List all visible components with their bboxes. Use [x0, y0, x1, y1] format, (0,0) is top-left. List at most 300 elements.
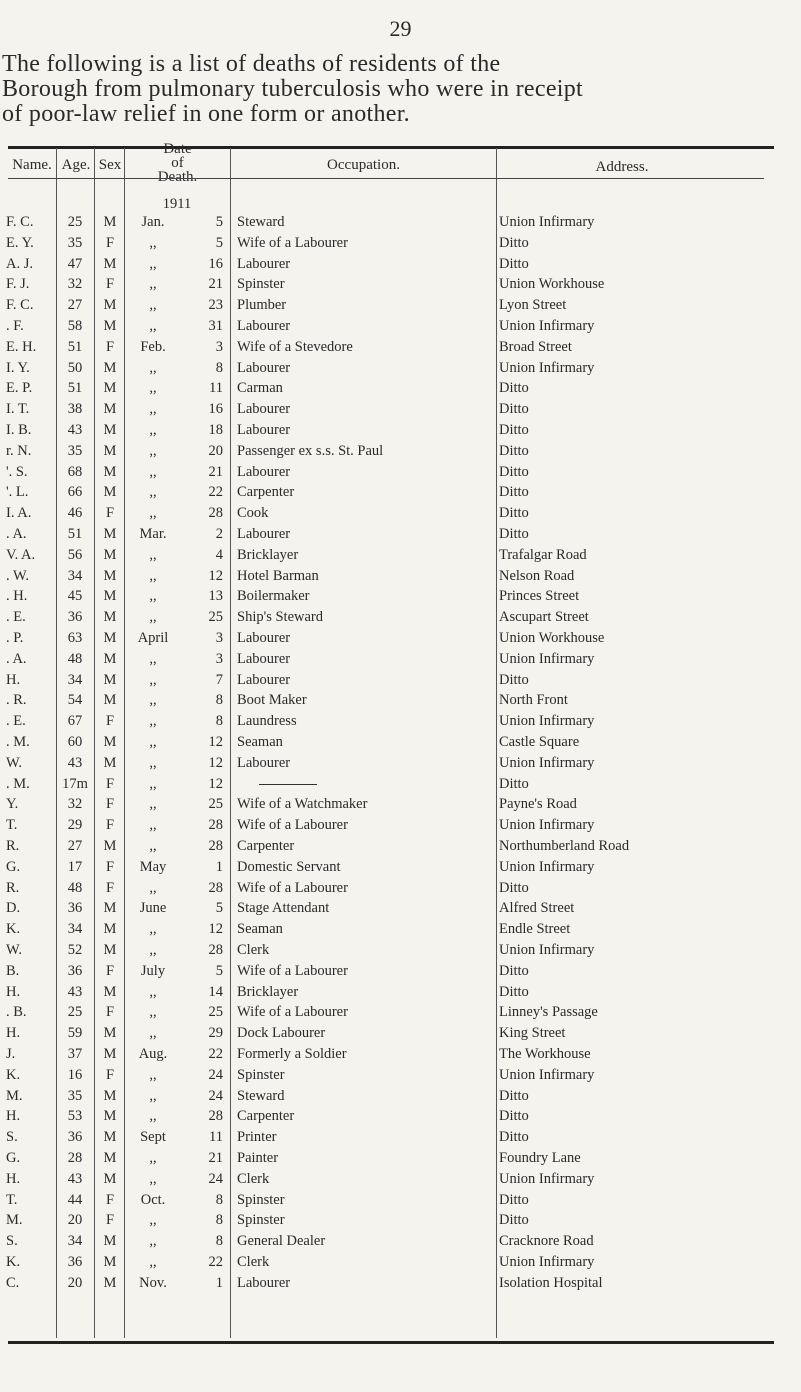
name-cell: F. J.: [6, 276, 30, 293]
table-row: [0, 713, 801, 733]
sex-cell: M: [103, 318, 117, 334]
address-cell: Payne's Road: [499, 796, 577, 813]
sex-cell: F: [105, 1066, 115, 1083]
address-cell: The Workhouse: [499, 1046, 591, 1062]
address-cell: Ditto: [499, 526, 529, 542]
intro-line: Borough from pulmonary tuberculosis who were in receipt: [2, 76, 584, 102]
table-row: [0, 880, 801, 900]
address-cell: Union Workhouse: [499, 276, 605, 293]
age-cell: 38: [67, 401, 83, 418]
year-label: 1911: [162, 196, 192, 212]
sex-cell: F: [105, 775, 115, 792]
age-cell: 17: [67, 858, 83, 875]
age-cell: 59: [67, 1025, 83, 1042]
intro-paragraph: [2, 52, 797, 127]
day-cell: 3: [215, 630, 223, 646]
name-cell: K.: [6, 1254, 21, 1270]
address-cell: Ditto: [499, 1087, 529, 1104]
sex-cell: F: [105, 858, 115, 875]
sex-cell: M: [103, 650, 117, 667]
sex-cell: M: [103, 214, 117, 230]
day-cell: 8: [215, 713, 223, 730]
intro-line: of poor-law relief in one form or another.: [2, 101, 410, 127]
table-row: [0, 1129, 801, 1149]
occupation-cell: Spinster: [237, 1212, 285, 1229]
table-row: [0, 921, 801, 941]
occupation-cell: Carpenter: [237, 1108, 295, 1125]
table-row: [0, 464, 801, 484]
header-date-line3: Death.: [157, 169, 198, 185]
name-cell: I. B.: [6, 422, 32, 438]
address-cell: Union Infirmary: [499, 1170, 595, 1187]
month-cell: ,,: [149, 401, 157, 418]
sex-cell: M: [103, 359, 117, 376]
name-cell: . H.: [6, 588, 28, 605]
sex-cell: F: [105, 879, 115, 896]
sex-cell: M: [103, 1025, 117, 1042]
age-cell: 29: [67, 817, 83, 834]
address-cell: Foundry Lane: [499, 1150, 581, 1166]
month-cell: ,,: [149, 505, 157, 522]
occupation-cell: Spinster: [237, 1066, 285, 1083]
name-cell: M.: [6, 1087, 23, 1104]
occupation-cell: Labourer: [237, 1274, 291, 1291]
month-cell: ,,: [149, 422, 157, 438]
header-address: Address.: [595, 159, 649, 175]
sex-cell: M: [103, 297, 117, 314]
sex-cell: M: [103, 1254, 117, 1270]
occupation-cell: Clerk: [237, 1254, 270, 1270]
occupation-cell: Dock Labourer: [237, 1025, 326, 1042]
day-cell: 14: [208, 983, 223, 1000]
day-cell: 29: [208, 1025, 223, 1042]
table-row: [0, 734, 801, 754]
occupation-cell: Wife of a Labourer: [237, 879, 348, 896]
day-cell: 8: [215, 1233, 223, 1250]
name-cell: . R.: [6, 692, 27, 709]
age-cell: 58: [67, 318, 83, 334]
blank-occupation-dash: [259, 784, 317, 785]
table-row: [0, 1171, 801, 1191]
table-row: [0, 339, 801, 359]
address-cell: Ditto: [499, 879, 529, 896]
day-cell: 12: [208, 775, 223, 792]
sex-cell: M: [103, 609, 117, 626]
age-cell: 34: [67, 567, 83, 584]
table-row: [0, 1212, 801, 1232]
sex-cell: M: [103, 734, 117, 750]
occupation-cell: Seaman: [237, 734, 283, 750]
address-cell: Union Infirmary: [499, 359, 595, 376]
occupation-cell: Labourer: [237, 754, 291, 771]
day-cell: 28: [208, 1108, 223, 1125]
name-cell: B.: [6, 962, 20, 979]
table-row: [0, 235, 801, 255]
sex-cell: M: [103, 1170, 117, 1187]
occupation-cell: Ship's Steward: [237, 609, 323, 626]
age-cell: 52: [67, 942, 83, 958]
age-cell: 68: [67, 463, 83, 480]
sex-cell: M: [103, 630, 117, 646]
month-cell: ,,: [149, 1212, 157, 1229]
month-cell: ,,: [149, 546, 157, 563]
sex-cell: M: [103, 692, 117, 709]
day-cell: 3: [215, 338, 223, 355]
table-row: [0, 776, 801, 796]
name-cell: V. A.: [6, 546, 36, 563]
address-cell: Ditto: [499, 463, 529, 480]
month-cell: ,,: [149, 463, 157, 480]
age-cell: 20: [67, 1274, 83, 1291]
sex-cell: M: [103, 442, 117, 459]
day-cell: 8: [215, 359, 223, 376]
occupation-cell: Bricklayer: [237, 983, 299, 1000]
day-cell: 5: [215, 962, 223, 979]
day-cell: 21: [208, 1150, 223, 1166]
table-row: [0, 443, 801, 463]
occupation-cell: Steward: [237, 1087, 285, 1104]
age-cell: 56: [67, 546, 83, 563]
header-date-line2: of: [171, 155, 184, 171]
address-cell: Broad Street: [499, 338, 572, 355]
occupation-cell: Wife of a Labourer: [237, 234, 348, 251]
sex-cell: F: [105, 234, 115, 251]
header-date-line1: Date: [163, 141, 192, 157]
name-cell: G.: [6, 858, 21, 875]
month-cell: ,,: [149, 838, 157, 854]
day-cell: 8: [215, 1191, 223, 1208]
name-cell: I. A.: [6, 505, 32, 522]
sex-cell: M: [103, 1108, 117, 1125]
day-cell: 24: [208, 1087, 223, 1104]
month-cell: May: [139, 858, 167, 875]
table-row: [0, 672, 801, 692]
month-cell: ,,: [149, 817, 157, 834]
month-cell: ,,: [149, 713, 157, 730]
address-cell: Ditto: [499, 505, 529, 522]
month-cell: Feb.: [140, 338, 166, 355]
age-cell: 43: [67, 422, 83, 438]
sex-cell: M: [103, 588, 117, 605]
age-cell: 47: [67, 255, 83, 272]
day-cell: 3: [215, 650, 223, 667]
table-row: [0, 380, 801, 400]
age-cell: 28: [67, 1150, 83, 1166]
day-cell: 21: [208, 276, 223, 293]
table-row: [0, 963, 801, 983]
day-cell: 8: [215, 1212, 223, 1229]
sex-cell: M: [103, 1087, 117, 1104]
name-cell: '. S.: [6, 463, 28, 480]
name-cell: H.: [6, 671, 21, 688]
sex-cell: M: [103, 671, 117, 688]
table-row: [0, 692, 801, 712]
table-row: [0, 568, 801, 588]
name-cell: K.: [6, 921, 21, 938]
day-cell: 18: [208, 422, 223, 438]
address-cell: Union Workhouse: [499, 630, 605, 646]
day-cell: 28: [208, 838, 223, 854]
day-cell: 22: [208, 484, 223, 501]
month-cell: ,,: [149, 942, 157, 958]
name-cell: . W.: [6, 567, 29, 584]
sex-cell: F: [105, 713, 115, 730]
name-cell: T.: [6, 1191, 18, 1208]
month-cell: ,,: [149, 879, 157, 896]
occupation-cell: Labourer: [237, 422, 291, 438]
header-occupation: Occupation.: [327, 157, 400, 173]
table-row: [0, 360, 801, 380]
month-cell: ,,: [149, 692, 157, 709]
age-cell: 32: [67, 796, 83, 813]
occupation-cell: Clerk: [237, 1170, 270, 1187]
month-cell: ,,: [149, 234, 157, 251]
name-cell: I. T.: [6, 401, 30, 418]
age-cell: 35: [67, 442, 83, 459]
occupation-cell: Labourer: [237, 255, 291, 272]
age-cell: 43: [67, 1170, 83, 1187]
address-cell: Ditto: [499, 775, 529, 792]
sex-cell: F: [105, 1004, 115, 1021]
occupation-cell: Labourer: [237, 671, 291, 688]
name-cell: H.: [6, 983, 21, 1000]
table-row: [0, 1150, 801, 1170]
month-cell: ,,: [149, 484, 157, 501]
sex-cell: M: [103, 942, 117, 958]
address-cell: Cracknore Road: [499, 1233, 594, 1250]
table-row: [0, 859, 801, 879]
day-cell: 5: [215, 900, 223, 917]
sex-cell: M: [103, 1233, 117, 1250]
name-cell: S.: [6, 1233, 18, 1250]
occupation-cell: Labourer: [237, 630, 291, 646]
address-cell: Ditto: [499, 234, 529, 251]
occupation-cell: Hotel Barman: [237, 567, 319, 584]
sex-cell: F: [105, 962, 115, 979]
address-cell: Castle Square: [499, 734, 580, 750]
day-cell: 24: [208, 1066, 223, 1083]
table-row: [0, 214, 801, 234]
table-row: [0, 1192, 801, 1212]
name-cell: S.: [6, 1129, 18, 1146]
occupation-cell: Steward: [237, 214, 285, 230]
occupation-cell: Bricklayer: [237, 546, 299, 563]
address-cell: Ditto: [499, 983, 529, 1000]
sex-cell: M: [103, 1274, 117, 1291]
occupation-cell: General Dealer: [237, 1233, 326, 1250]
month-cell: Aug.: [138, 1046, 168, 1062]
age-cell: 27: [67, 838, 83, 854]
name-cell: '. L.: [6, 484, 29, 501]
sex-cell: F: [105, 338, 115, 355]
age-cell: 34: [67, 1233, 83, 1250]
age-cell: 32: [67, 276, 83, 293]
sex-cell: M: [103, 401, 117, 418]
name-cell: I. Y.: [6, 359, 30, 376]
occupation-cell: Carman: [237, 380, 283, 397]
month-cell: July: [140, 962, 166, 979]
age-cell: 36: [67, 962, 83, 979]
address-cell: Union Infirmary: [499, 650, 595, 667]
table-row: [0, 1004, 801, 1024]
table-row: [0, 422, 801, 442]
name-cell: D.: [6, 900, 21, 917]
table-row: [0, 630, 801, 650]
day-cell: 13: [208, 588, 223, 605]
address-cell: Union Infirmary: [499, 754, 595, 771]
age-cell: 60: [67, 734, 83, 750]
address-cell: Union Infirmary: [499, 713, 595, 730]
occupation-cell: Wife of a Labourer: [237, 1004, 348, 1021]
sex-cell: M: [103, 900, 117, 917]
sex-cell: M: [103, 1046, 117, 1062]
age-cell: 37: [67, 1046, 83, 1062]
name-cell: K.: [6, 1066, 21, 1083]
age-cell: 25: [67, 214, 83, 230]
day-cell: 23: [208, 297, 223, 314]
sex-cell: M: [103, 838, 117, 854]
occupation-cell: Boilermaker: [237, 588, 310, 605]
occupation-cell: Labourer: [237, 463, 291, 480]
day-cell: 25: [208, 609, 223, 626]
address-cell: Union Infirmary: [499, 1254, 595, 1270]
table-row: [0, 838, 801, 858]
sex-cell: M: [103, 567, 117, 584]
month-cell: ,,: [149, 442, 157, 459]
occupation-cell: [237, 776, 492, 793]
month-cell: Sept: [140, 1129, 166, 1146]
name-cell: J.: [6, 1046, 16, 1062]
age-cell: 48: [67, 650, 83, 667]
day-cell: 11: [209, 1129, 223, 1146]
address-cell: Union Infirmary: [499, 1066, 595, 1083]
address-cell: Ditto: [499, 422, 529, 438]
address-cell: Union Infirmary: [499, 214, 595, 230]
name-cell: E. H.: [6, 338, 37, 355]
occupation-cell: Clerk: [237, 942, 270, 958]
month-cell: ,,: [149, 775, 157, 792]
intro-line: The following is a list of deaths of residents of the: [2, 51, 501, 77]
name-cell: . A.: [6, 650, 27, 667]
address-cell: Union Infirmary: [499, 817, 595, 834]
occupation-cell: Carpenter: [237, 838, 295, 854]
table-row: [0, 817, 801, 837]
address-cell: Trafalgar Road: [499, 546, 587, 563]
day-cell: 12: [208, 754, 223, 771]
month-cell: ,,: [149, 1150, 157, 1166]
month-cell: June: [139, 900, 167, 917]
table-bottom-rule: [8, 1341, 774, 1344]
address-cell: Endle Street: [499, 921, 571, 938]
age-cell: 67: [67, 713, 83, 730]
address-cell: Nelson Road: [499, 567, 575, 584]
occupation-cell: Cook: [237, 505, 269, 522]
sex-cell: F: [105, 505, 115, 522]
month-cell: April: [137, 630, 169, 646]
sex-cell: M: [103, 526, 117, 542]
month-cell: ,,: [149, 318, 157, 334]
month-cell: Oct.: [140, 1191, 166, 1208]
age-cell: 45: [67, 588, 83, 605]
day-cell: 1: [215, 1274, 223, 1291]
address-cell: North Front: [499, 692, 568, 709]
sex-cell: M: [103, 983, 117, 1000]
address-cell: Ditto: [499, 1108, 529, 1125]
day-cell: 25: [208, 796, 223, 813]
occupation-cell: Wife of a Labourer: [237, 962, 348, 979]
table-row: [0, 484, 801, 504]
day-cell: 24: [208, 1170, 223, 1187]
month-cell: ,,: [149, 567, 157, 584]
address-cell: Ditto: [499, 401, 529, 418]
address-cell: Ditto: [499, 671, 529, 688]
month-cell: ,,: [149, 921, 157, 938]
address-cell: Ditto: [499, 1212, 529, 1229]
name-cell: H.: [6, 1108, 21, 1125]
name-cell: . B.: [6, 1004, 27, 1021]
address-cell: Alfred Street: [499, 900, 575, 917]
age-cell: 36: [67, 609, 83, 626]
day-cell: 4: [215, 546, 223, 563]
age-cell: 43: [67, 754, 83, 771]
month-cell: ,,: [149, 588, 157, 605]
name-cell: r. N.: [6, 442, 32, 459]
month-cell: ,,: [149, 734, 157, 750]
age-cell: 63: [67, 630, 83, 646]
occupation-cell: Labourer: [237, 526, 291, 542]
month-cell: Nov.: [139, 1274, 167, 1291]
address-cell: Princes Street: [499, 588, 580, 605]
name-cell: R.: [6, 838, 20, 854]
name-cell: R.: [6, 879, 20, 896]
day-cell: 16: [208, 255, 223, 272]
sex-cell: M: [103, 754, 117, 771]
day-cell: 7: [215, 671, 223, 688]
name-cell: . A.: [6, 526, 27, 542]
occupation-cell: Stage Attendant: [237, 900, 330, 917]
header-sex: Sex: [98, 157, 122, 173]
sex-cell: M: [103, 1129, 117, 1146]
day-cell: 28: [208, 879, 223, 896]
name-cell: . P.: [6, 630, 24, 646]
day-cell: 21: [208, 463, 223, 480]
occupation-cell: Labourer: [237, 359, 291, 376]
occupation-cell: Labourer: [237, 401, 291, 418]
address-cell: Ditto: [499, 484, 529, 501]
name-cell: W.: [6, 942, 22, 958]
table-row: [0, 526, 801, 546]
occupation-cell: Passenger ex s.s. St. Paul: [237, 442, 384, 459]
name-cell: G.: [6, 1150, 21, 1166]
month-cell: ,,: [149, 276, 157, 293]
day-cell: 22: [208, 1046, 223, 1062]
address-cell: Northumberland Road: [499, 838, 630, 854]
month-cell: ,,: [149, 609, 157, 626]
age-cell: 48: [67, 879, 83, 896]
occupation-cell: Wife of a Watchmaker: [237, 796, 368, 813]
sex-cell: F: [105, 817, 115, 834]
table-row: [0, 1275, 801, 1295]
occupation-cell: Plumber: [237, 297, 287, 314]
occupation-cell: Wife of a Labourer: [237, 817, 348, 834]
address-cell: Ditto: [499, 1129, 529, 1146]
month-cell: Jan.: [141, 214, 165, 230]
table-row: [0, 1088, 801, 1108]
address-cell: Linney's Passage: [499, 1004, 598, 1021]
name-cell: F. C.: [6, 297, 34, 314]
age-cell: 44: [67, 1191, 83, 1208]
address-cell: Union Infirmary: [499, 318, 595, 334]
